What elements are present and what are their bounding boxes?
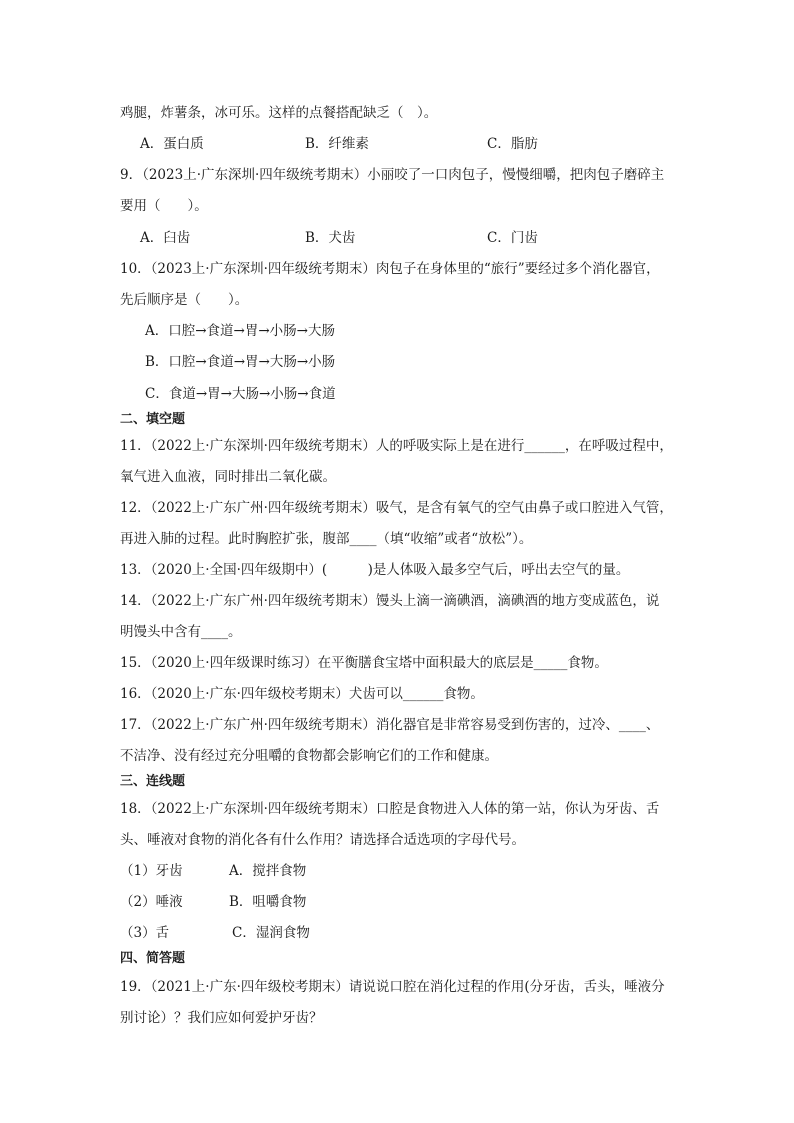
- question-17-line-2: 不洁净、没有经过充分咀嚼的食物都会影响它们的工作和健康。: [120, 748, 498, 764]
- question-10-line-1: 10．（2023上·广东深圳·四年级统考期末）肉包子在身体里的“旅行”要经过多个消化器官，: [120, 261, 660, 277]
- question-19-line-2: 别讨论）？我们应如何爱护牙齿？: [120, 1010, 323, 1026]
- section-heading-matching: 三、连线题: [120, 774, 186, 789]
- question-14-line-2: 明馒头中含有____。: [120, 624, 242, 640]
- question-8-option-c: C．脂肪: [487, 136, 538, 152]
- question-12-line-1: 12．（2022上·广东广州·四年级统考期末）吸气，是含有氧气的空气由鼻子或口腔进入气管，: [120, 500, 673, 516]
- question-9-option-b: B．犬齿: [305, 230, 356, 246]
- question-11-line-2: 氧气进入血液，同时排出二氧化碳。: [120, 469, 336, 485]
- section-heading-fill-in: 二、填空题: [120, 412, 186, 427]
- question-9-option-c: C．门齿: [487, 230, 538, 246]
- question-8-text: 鸡腿，炸薯条，冰可乐。这样的点餐搭配缺乏（ ）。: [120, 105, 438, 121]
- match-left-item-3: （3）舌: [120, 925, 170, 941]
- question-9-line-2: 要用（ ）。: [120, 198, 208, 214]
- question-15-text: 15．（2020上·四年级课时练习）在平衡膳食宝塔中面积最大的底层是_____食物。: [120, 655, 608, 671]
- question-10-line-2: 先后顺序是（ ）。: [120, 292, 249, 308]
- question-8-option-a: A．蛋白质: [140, 136, 204, 152]
- section-heading-short-answer: 四、简答题: [120, 951, 186, 966]
- question-10-option-c: C．食道→胃→大肠→小肠→食道: [145, 386, 336, 402]
- question-19-line-1: 19．（2021上·广东·四年级校考期末）请说说口腔在消化过程的作用(分牙齿，舌头，唾液分: [120, 979, 665, 995]
- question-10-option-a: A．口腔→食道→胃→小肠→大肠: [145, 323, 335, 339]
- question-17-line-1: 17．（2022上·广东广州·四年级统考期末）消化器官是非常容易受到伤害的，过冷、____、: [120, 717, 660, 733]
- question-12-line-2: 再进入肺的过程。此时胸腔扩张，腹部____（填“收缩”或者“放松”）。: [120, 531, 533, 547]
- question-9-line-1: 9．（2023上·广东深圳·四年级统考期末）小丽咬了一口肉包子，慢慢细嚼，把肉包子磨碎主: [120, 167, 665, 183]
- match-right-item-c: C．湿润食物: [232, 925, 310, 941]
- question-9-option-a: A．臼齿: [140, 230, 191, 246]
- match-left-item-1: （1）牙齿: [120, 863, 183, 879]
- question-8-option-b: B．纤维素: [305, 136, 369, 152]
- question-10-option-b: B．口腔→食道→胃→大肠→小肠: [145, 354, 336, 370]
- match-right-item-a: A．搅拌食物: [229, 863, 307, 879]
- question-11-line-1: 11．（2022上·广东深圳·四年级统考期末）人的呼吸实际上是在进行______，在呼吸过程中，: [120, 438, 673, 454]
- match-left-item-2: （2）唾液: [120, 894, 183, 910]
- question-14-line-1: 14．（2022上·广东广州·四年级统考期末）馒头上滴一滴碘酒，滴碘酒的地方变成蓝色，说: [120, 593, 660, 609]
- question-18-line-2: 头、唾液对食物的消化各有什么作用？请选择合适选项的字母代号。: [120, 832, 525, 848]
- question-13-text: 13．（2020上·全国·四年级期中）( )是人体吸入最多空气后，呼出去空气的量。: [120, 562, 630, 578]
- question-18-line-1: 18．（2022上·广东深圳·四年级统考期末）口腔是食物进入人体的第一站，你认为牙齿、舌: [120, 801, 660, 817]
- question-16-text: 16．（2020上·广东·四年级校考期末）犬齿可以______食物。: [120, 686, 484, 702]
- match-right-item-b: B．咀嚼食物: [229, 894, 307, 910]
